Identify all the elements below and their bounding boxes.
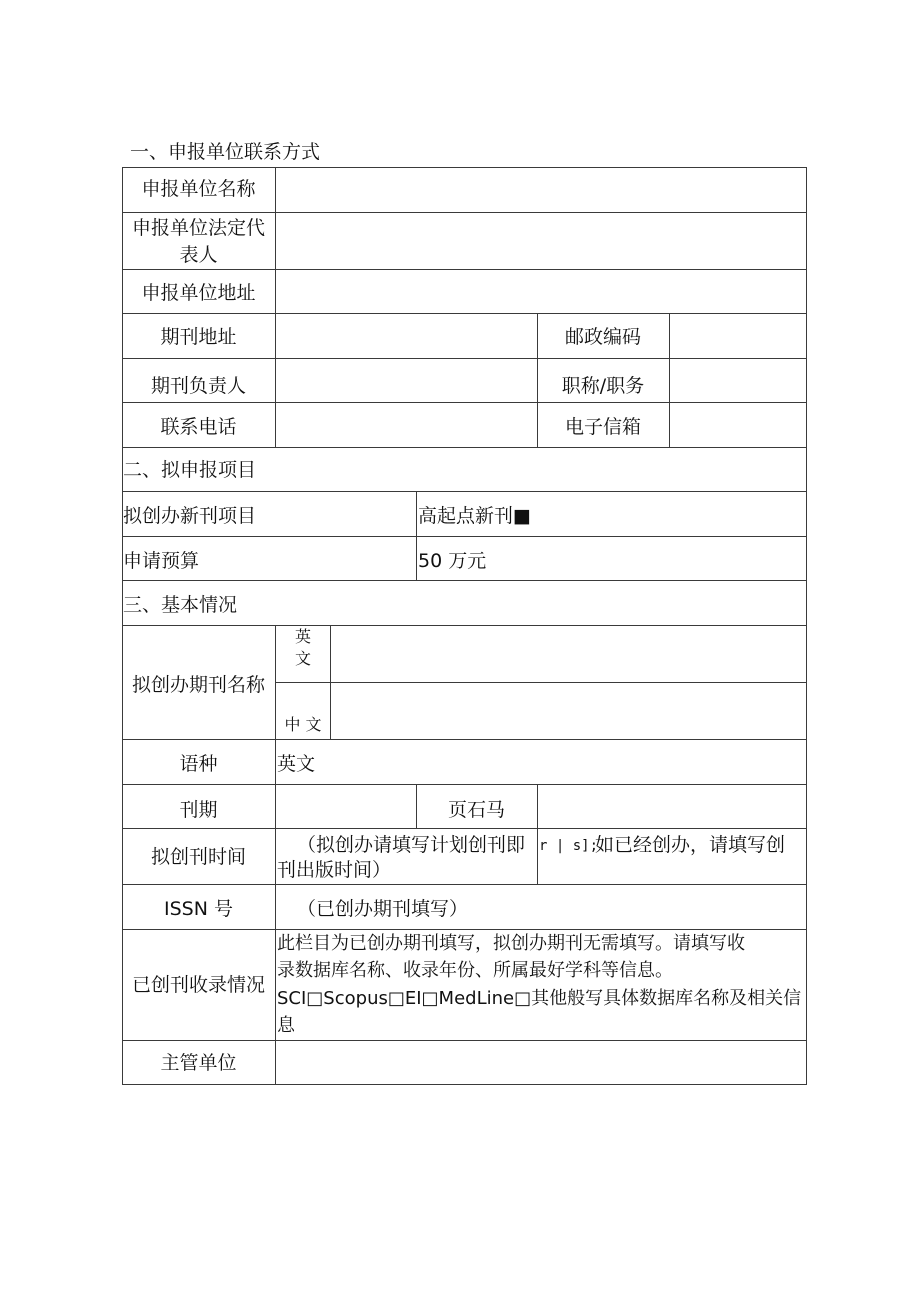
- title-position-label: 职称/职务: [561, 375, 645, 397]
- frequency-field[interactable]: [276, 785, 416, 828]
- journal-head-label: 期刊负责人: [150, 375, 246, 397]
- email-field[interactable]: [670, 403, 806, 447]
- supervisor-label: 主管单位: [160, 1052, 237, 1074]
- address-field[interactable]: [276, 270, 806, 313]
- section2-title: 二、拟申报项目: [123, 459, 257, 481]
- issn-label: ISSN 号: [164, 898, 233, 920]
- language-value: 英文: [277, 753, 316, 775]
- launch-time-garble: r | s];: [539, 838, 599, 854]
- address-label: 申报单位地址: [141, 282, 256, 304]
- indexed-line3: SCI□Scopus□EI□MedLine□其他般写具体数据库名称及相关信: [277, 988, 802, 1009]
- budget-label: 申请预算: [123, 550, 200, 572]
- legal-rep-field[interactable]: [276, 213, 806, 269]
- english-label-line1: 英: [294, 627, 311, 646]
- launch-time-line2: 刊出版时间）: [277, 859, 392, 881]
- phone-field[interactable]: [276, 403, 537, 447]
- pages-field[interactable]: [538, 785, 806, 828]
- phone-label: 联系电话: [160, 416, 237, 438]
- frequency-label: 刊期: [179, 799, 218, 821]
- legal-rep-label-line1: 申报单位法定代: [131, 217, 265, 239]
- legal-rep-label-line2: 表人: [179, 244, 218, 266]
- pages-label: 页石马: [447, 799, 505, 821]
- journal-address-field[interactable]: [276, 314, 537, 358]
- indexed-label: 已创刊收录情况: [131, 974, 265, 996]
- chinese-label: 中 文: [284, 715, 322, 734]
- project-label: 拟创办新刊项目: [123, 505, 257, 527]
- journal-name-label: 拟创办期刊名称: [131, 674, 265, 696]
- budget-value: 50 万元: [418, 550, 487, 572]
- chinese-name-field[interactable]: [331, 683, 806, 739]
- launch-time-label: 拟创刊时间: [150, 846, 246, 868]
- language-label: 语种: [179, 753, 218, 775]
- title-position-field[interactable]: [670, 359, 806, 402]
- section3-title: 三、基本情况: [123, 594, 238, 616]
- indexed-line1: 此栏目为已创办期刊填写，拟创办期刊无需填写。请填写收: [277, 933, 745, 954]
- journal-head-field[interactable]: [276, 359, 537, 402]
- launch-time-line1: （拟创办请填写计划创刊即: [297, 834, 526, 856]
- journal-address-label: 期刊地址: [160, 326, 237, 348]
- indexed-line2: 录数据库名称、收录年份、所属最好学科等信息。: [277, 960, 673, 981]
- supervisor-field[interactable]: [276, 1041, 806, 1084]
- postal-code-label: 邮政编码: [564, 326, 641, 348]
- english-name-field[interactable]: [331, 626, 806, 682]
- launch-time-line1b: 如已经创办，请填写创: [595, 834, 786, 856]
- project-value: 高起点新刊■: [418, 505, 531, 527]
- issn-value: （已创办期刊填写）: [297, 898, 469, 920]
- postal-code-field[interactable]: [670, 314, 806, 358]
- unit-name-field[interactable]: [276, 168, 806, 212]
- indexed-line4: 息: [277, 1015, 295, 1036]
- email-label: 电子信箱: [564, 416, 641, 438]
- english-label-line2: 文: [294, 649, 311, 668]
- section1-title: 一、申报单位联系方式: [130, 141, 321, 163]
- unit-name-label: 申报单位名称: [141, 178, 256, 200]
